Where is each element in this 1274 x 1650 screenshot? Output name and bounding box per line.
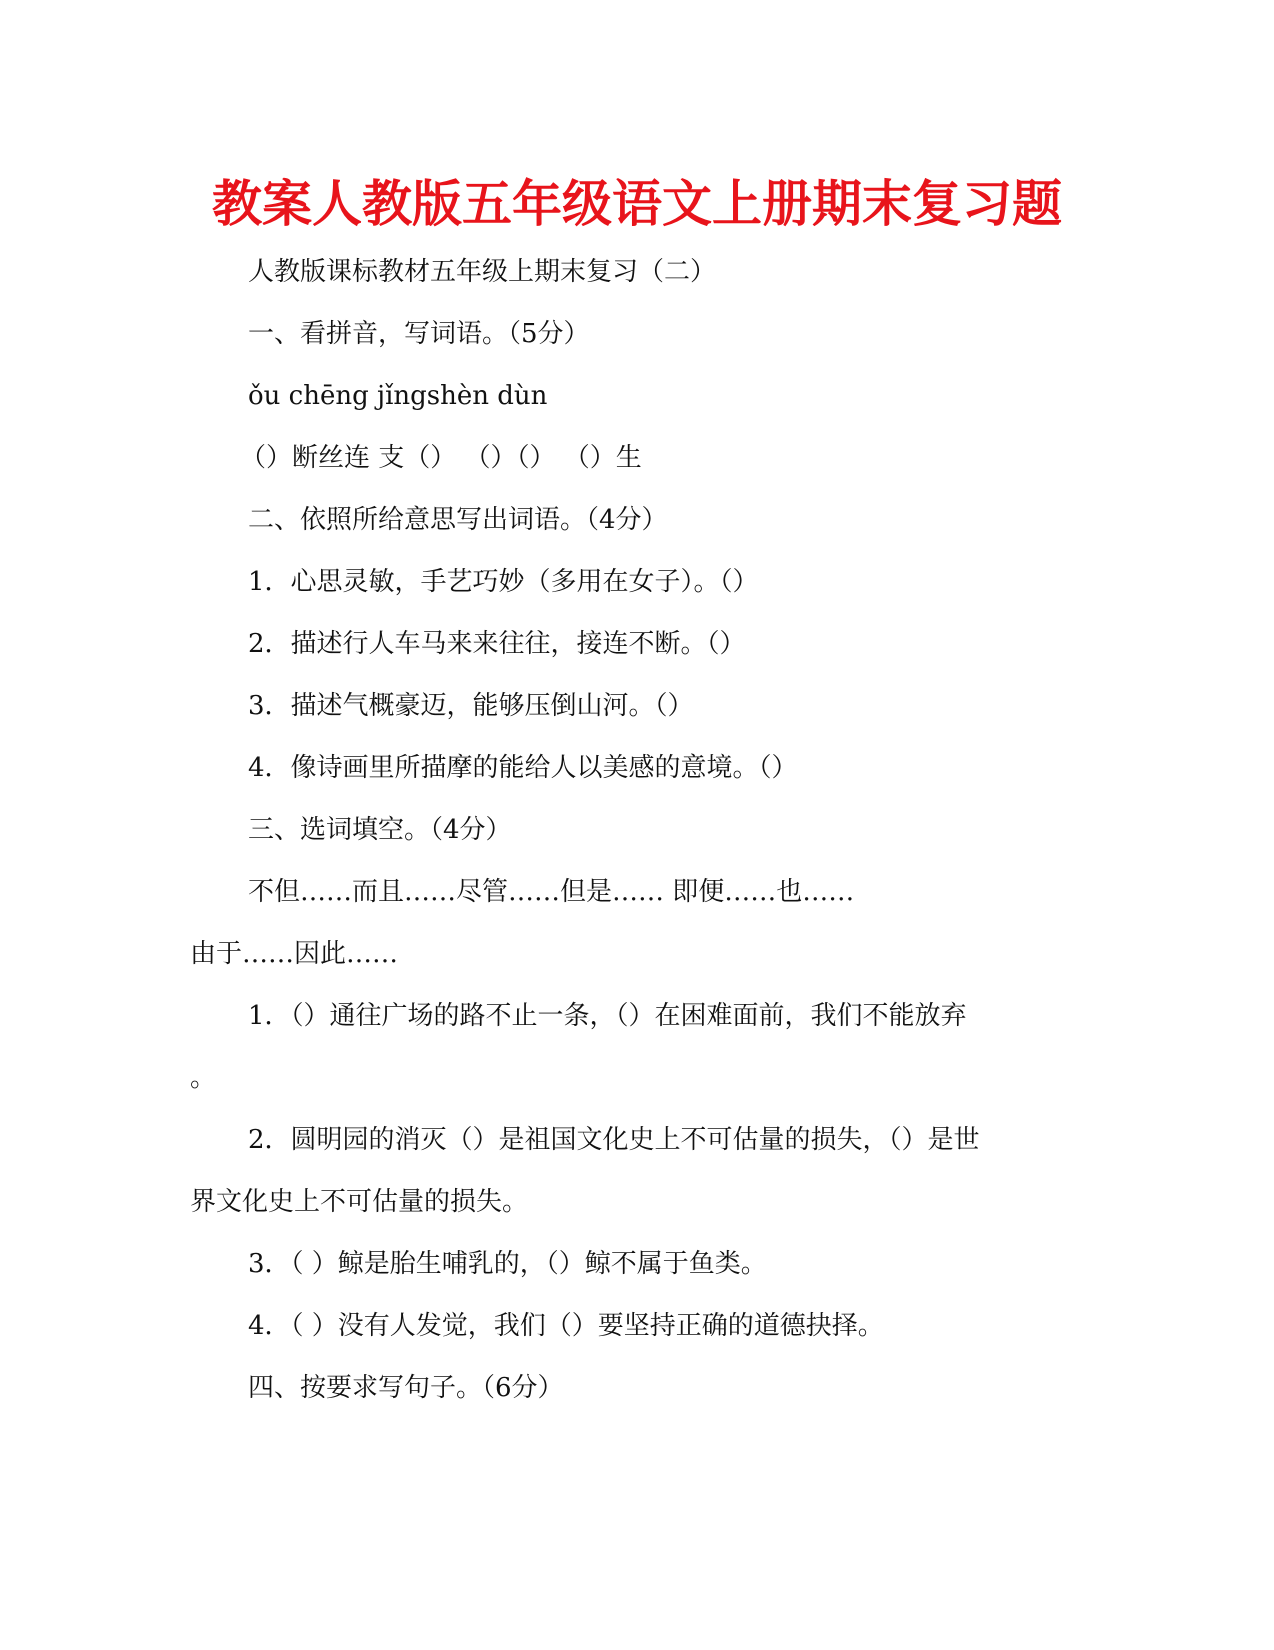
section-3-heading: 三、选词填空。（4分） — [248, 815, 512, 845]
section-2-question-1: 1．心思灵敏，手艺巧妙（多用在女子）。（） — [248, 567, 759, 597]
section-3-question-1: 1．（）通往广场的路不止一条，（）在困难面前，我们不能放弃 — [248, 1001, 967, 1031]
pinyin-answer-blanks: （）断丝连 支（） （）（） （）生 — [240, 443, 642, 473]
section-3-question-3: 3．（ ）鲸是胎生哺乳的，（）鲸不属于鱼类。 — [248, 1249, 767, 1279]
section-3-question-2: 2．圆明园的消灭（）是祖国文化史上不可估量的损失，（）是世 — [248, 1125, 980, 1155]
pinyin-line: ǒu chēng jǐngshèn dùn — [248, 381, 548, 411]
section-2-heading: 二、依照所给意思写出词语。（4分） — [248, 505, 668, 535]
section-3-question-4: 4．（ ）没有人发觉，我们（）要坚持正确的道德抉择。 — [248, 1311, 884, 1341]
section-2-question-3: 3．描述气概豪迈，能够压倒山河。（） — [248, 691, 694, 721]
section-2-question-2: 2．描述行人车马来来往往，接连不断。（） — [248, 629, 746, 659]
document-subtitle: 人教版课标教材五年级上期末复习（二） — [248, 257, 717, 287]
document-title: 教案人教版五年级语文上册期末复习题 — [212, 175, 1062, 233]
section-3-question-2-cont: 界文化史上不可估量的损失。 — [190, 1187, 529, 1217]
section-3-question-1-cont: 。 — [190, 1063, 217, 1093]
section-1-heading: 一、看拼音，写词语。（5分） — [248, 319, 590, 349]
section-3-word-options-cont: 由于……因此…… — [190, 939, 399, 969]
section-3-word-options: 不但……而且……尽管……但是…… 即便……也…… — [248, 877, 855, 907]
section-4-heading: 四、按要求写句子。（6分） — [248, 1373, 564, 1403]
section-2-question-4: 4．像诗画里所描摩的能给人以美感的意境。（） — [248, 753, 798, 783]
